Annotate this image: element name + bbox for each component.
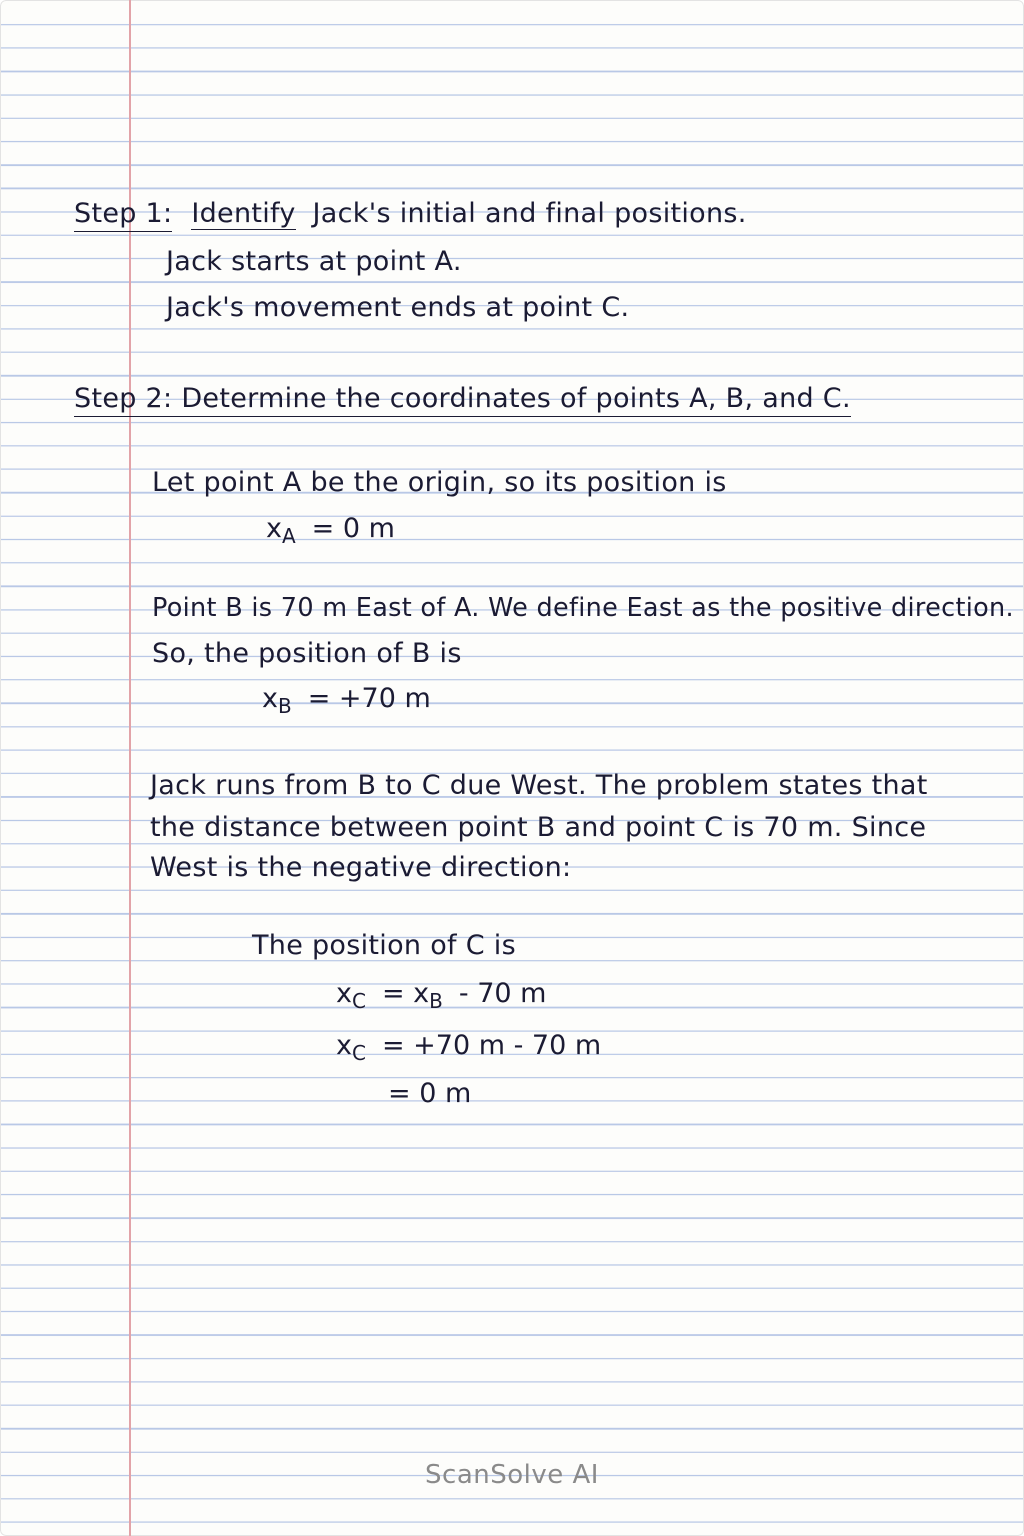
eq-xc1-mid: = x [381,978,430,1009]
step1-line-1: Jack starts at point A. [166,246,462,277]
eq-xc1-var: x [336,978,352,1009]
eq-xc2-sub: C [351,1041,366,1065]
eq-xc2-rhs: = +70 m - 70 m [381,1030,602,1061]
position-c-label: The position of C is [252,930,516,961]
step2-para3-line2: the distance between point B and point C is 70 m. Since [150,812,927,843]
step1-underlined-word: Identify [191,198,296,229]
eq-xc1-sub: C [351,989,366,1013]
equation-xc-2 [336,1028,601,1071]
eq-xb-rhs: = +70 m [307,683,431,714]
step2-para2-line2: So, the position of B is [152,638,462,669]
step1-heading-rest: Jack's initial and final positions. [312,198,747,229]
step1-label: Step 1: [74,198,172,232]
eq-xc3-rhs: = 0 m [388,1078,472,1109]
equation-xb [262,681,431,724]
eq-xa-var: x [266,513,282,544]
eq-xc2-var: x [336,1030,352,1061]
eq-xc1-rhs: - 70 m [458,978,547,1009]
equation-xc-3 [388,1076,471,1112]
eq-xa-rhs: = 0 m [311,513,395,544]
step2-para3-line1: Jack runs from B to C due West. The problem states that [150,770,928,801]
step2-heading-text: Step 2: Determine the coordinates of points A, B, and C. [74,383,851,417]
eq-xc1-mid-sub: B [429,989,443,1013]
step2-para3-line3: West is the negative direction: [150,852,572,883]
step2-heading [74,381,851,417]
step1-heading [74,196,747,232]
step2-para1: Let point A be the origin, so its position is [152,467,727,498]
equation-xc-1 [336,976,546,1019]
step1-line-2: Jack's movement ends at point C. [166,292,630,323]
step2-para2-line1: Point B is 70 m East of A. We define East as the positive direction. [152,593,1014,623]
equation-xa [266,511,395,554]
watermark: ScanSolve AI [425,1460,599,1490]
eq-xb-var: x [262,683,278,714]
eq-xa-sub: A [281,524,296,548]
eq-xb-sub: B [277,694,292,718]
